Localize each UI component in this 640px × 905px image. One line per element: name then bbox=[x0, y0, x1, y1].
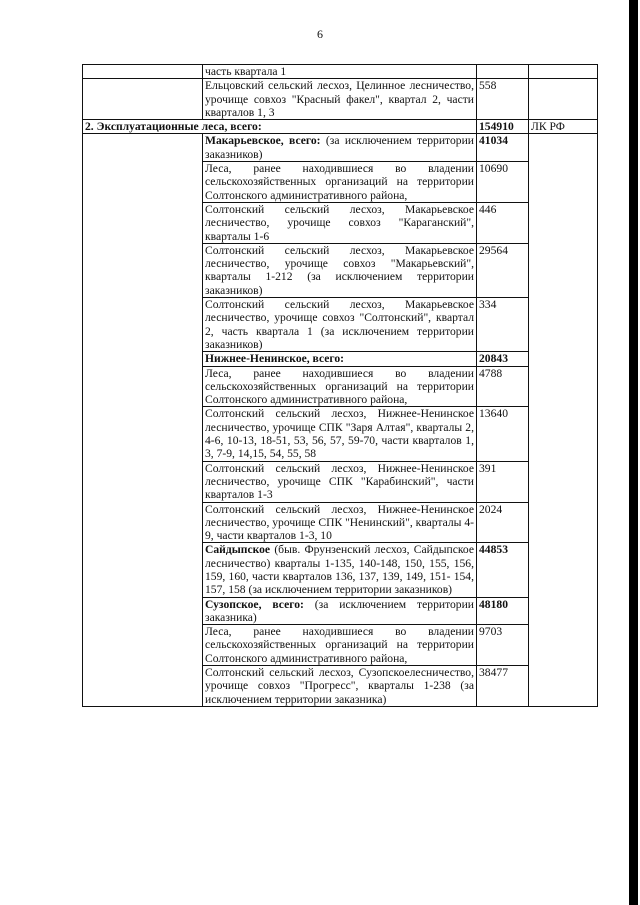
description-cell: Солтонский сельский лесхоз, Нижнее-Ненинское лесничество, урочище СПК "Ненинский", кварталы 4-9, части кварталов 1-3, 10 bbox=[203, 502, 477, 543]
description-cell: часть квартала 1 bbox=[203, 65, 477, 79]
area-cell: 29564 bbox=[477, 243, 529, 297]
note-cell bbox=[529, 65, 598, 79]
category-cell bbox=[83, 65, 203, 79]
area-cell: 10690 bbox=[477, 162, 529, 203]
section-title: 2. Эксплуатационные леса, всего: bbox=[83, 120, 477, 134]
note-cell bbox=[529, 134, 598, 706]
description-cell: Ельцовский сельский лесхоз, Целинное лесничество, урочище совхоз "Красный факел", квартал 2, части кварталов 1, 3 bbox=[203, 79, 477, 120]
area-cell bbox=[477, 65, 529, 79]
description-cell bbox=[203, 134, 477, 162]
forest-table bbox=[82, 64, 598, 707]
area-cell: 334 bbox=[477, 298, 529, 352]
area-cell: 446 bbox=[477, 202, 529, 243]
group-title: Макарьевское, всего: bbox=[205, 134, 321, 148]
description-cell bbox=[203, 352, 477, 366]
area-cell: 44853 bbox=[477, 543, 529, 597]
description-cell: Солтонский сельский лесхоз, Нижнее-Ненинское лесничество, урочище СПК "Карабинский", части кварталов 1-3 bbox=[203, 461, 477, 502]
category-cell bbox=[83, 134, 203, 706]
area-cell: 41034 bbox=[477, 134, 529, 162]
section-area: 154910 bbox=[477, 120, 529, 134]
area-cell: 391 bbox=[477, 461, 529, 502]
description-cell: Леса, ранее находившиеся во владении сельскохозяйственных организаций на территории Солтонского административного района, bbox=[203, 162, 477, 203]
group-title: Нижнее-Ненинское, всего: bbox=[205, 352, 345, 366]
scan-edge-stripe bbox=[629, 0, 638, 905]
description-cell bbox=[203, 597, 477, 625]
description-cell: Леса, ранее находившиеся во владении сельскохозяйственных организаций на территории Солтонского административного района, bbox=[203, 625, 477, 666]
area-cell: 38477 bbox=[477, 666, 529, 707]
description-cell: Солтонский сельский лесхоз, Нижнее-Ненинское лесничество, урочище СПК "Заря Алтая", кварталы 2, 4-6, 10-13, 18-51, 53, 56, 57, 59-70, части кварталов 1, 3, 7-9, 14,15, 54, 55, 58 bbox=[203, 407, 477, 461]
area-cell: 558 bbox=[477, 79, 529, 120]
table-row bbox=[83, 65, 598, 79]
group-qualifier: (за исключением территории заказника) bbox=[205, 597, 474, 624]
area-cell: 20843 bbox=[477, 352, 529, 366]
description-cell: Солтонский сельский лесхоз, Сузопскоелесничество, урочище совхоз "Прогресс", кварталы 1-238 (за исключением территории заказника) bbox=[203, 666, 477, 707]
table-row bbox=[83, 79, 598, 120]
category-cell bbox=[83, 79, 203, 120]
area-cell: 4788 bbox=[477, 366, 529, 407]
group-row bbox=[83, 134, 598, 162]
section-row bbox=[83, 120, 598, 134]
area-cell: 9703 bbox=[477, 625, 529, 666]
section-note: ЛК РФ bbox=[529, 120, 598, 134]
description-cell bbox=[203, 543, 477, 597]
description-cell: Леса, ранее находившиеся во владении сельскохозяйственных организаций на территории Солтонского административного района, bbox=[203, 366, 477, 407]
description-cell: Солтонский сельский лесхоз, Макарьевское лесничество, урочище совхоз "Солтонский", квартал 2, часть квартала 1 (за исключением территории заказников) bbox=[203, 298, 477, 352]
group-qualifier: (за исключением территории заказников) bbox=[205, 134, 474, 161]
area-cell: 2024 bbox=[477, 502, 529, 543]
group-qualifier: (быв. Фрунзенский лесхоз, Сайдыпское лесничество) кварталы 1-135, 140-148, 150, 155, 156, 159, 160, части кварталов 136, 137, 139, 149, 151- 154, 157, 158 (за исключением территории заказников) bbox=[205, 543, 474, 597]
description-cell: Солтонский сельский лесхоз, Макарьевское лесничество, урочище совхоз "Макарьевский", кварталы 1-212 (за исключением территории заказников) bbox=[203, 243, 477, 297]
group-title: Сайдыпское bbox=[205, 543, 271, 557]
note-cell bbox=[529, 79, 598, 120]
description-cell: Солтонский сельский лесхоз, Макарьевское лесничество, урочище совхоз "Караганский", кварталы 1-6 bbox=[203, 202, 477, 243]
area-cell: 48180 bbox=[477, 597, 529, 625]
area-cell: 13640 bbox=[477, 407, 529, 461]
page-number: 6 bbox=[317, 27, 323, 41]
group-title: Сузопское, всего: bbox=[205, 597, 304, 611]
